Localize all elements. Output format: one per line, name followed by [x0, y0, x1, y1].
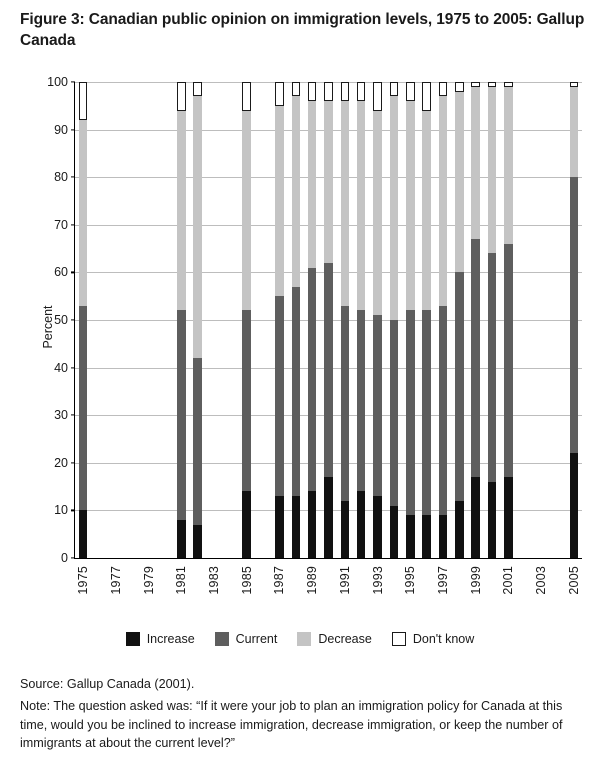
bar-segment-decrease — [390, 96, 399, 320]
bar-segment-dont-know — [308, 82, 317, 101]
bar-column — [292, 82, 301, 558]
x-tick-label: 1993 — [370, 566, 385, 595]
bar-segment-current — [504, 244, 513, 477]
y-tick-label: 100 — [47, 75, 68, 89]
bar-segment-current — [177, 310, 186, 519]
y-tick-mark — [71, 557, 75, 558]
figure-notes — [20, 675, 586, 752]
bar-segment-increase — [422, 515, 431, 558]
bar-segment-increase — [439, 515, 448, 558]
bar-segment-dont-know — [341, 82, 350, 101]
bar-column — [439, 82, 448, 558]
bar-segment-increase — [324, 477, 333, 558]
bar-segment-dont-know — [570, 82, 579, 87]
legend-item — [297, 632, 372, 646]
y-tick-mark — [71, 224, 75, 225]
bar-segment-increase — [455, 501, 464, 558]
bar-segment-dont-know — [471, 82, 480, 87]
bar-segment-current — [193, 358, 202, 525]
x-tick-label: 1987 — [272, 566, 287, 595]
bar-segment-decrease — [406, 101, 415, 310]
bar-segment-decrease — [357, 101, 366, 310]
x-tick-label: 1995 — [403, 566, 418, 595]
y-tick-mark — [71, 177, 75, 178]
bar-segment-increase — [193, 525, 202, 558]
x-tick-label: 2005 — [566, 566, 581, 595]
y-tick-mark — [71, 319, 75, 320]
bar-segment-increase — [79, 510, 88, 558]
bar-segment-current — [357, 310, 366, 491]
note-line: Note: The question asked was: “If it were your job to plan an immigration policy for Canada at this time, would you be inclined to increase immigration, decrease immigration, or keep the number of immigrants at about the current level?” — [20, 699, 563, 750]
bar-segment-dont-know — [373, 82, 382, 111]
y-tick-mark — [71, 510, 75, 511]
figure-title: Figure 3: Canadian public opinion on immigration levels, 1975 to 2005: Gallup Canada — [20, 11, 585, 49]
legend-item — [126, 632, 195, 646]
y-tick-label: 40 — [54, 360, 68, 375]
legend-label: Increase — [146, 632, 195, 646]
bar-segment-decrease — [422, 111, 431, 311]
y-tick-label: 80 — [54, 170, 68, 185]
bar-column — [308, 82, 317, 558]
bar-column — [373, 82, 382, 558]
bar-segment-decrease — [79, 120, 88, 306]
bar-segment-increase — [292, 496, 301, 558]
x-tick-label: 1991 — [337, 566, 352, 595]
bar-segment-current — [488, 253, 497, 481]
bar-segment-current — [471, 239, 480, 477]
bar-segment-dont-know — [79, 82, 88, 120]
y-axis-label: Percent — [41, 305, 55, 349]
bar-segment-increase — [373, 496, 382, 558]
x-tick-label: 1981 — [174, 566, 189, 595]
bar-segment-dont-know — [357, 82, 366, 101]
bar-segment-dont-know — [422, 82, 431, 111]
bar-segment-increase — [570, 453, 579, 558]
bar-segment-increase — [275, 496, 284, 558]
bar-segment-decrease — [275, 106, 284, 296]
bar-segment-decrease — [504, 87, 513, 244]
bar-segment-decrease — [373, 111, 382, 316]
source-line: Source: Gallup Canada (2001). — [20, 677, 195, 691]
legend-item — [215, 632, 278, 646]
bar-column — [324, 82, 333, 558]
bar-segment-decrease — [488, 87, 497, 254]
bar-segment-dont-know — [439, 82, 448, 96]
bar-segment-dont-know — [504, 82, 513, 87]
bar-segment-current — [455, 272, 464, 500]
bar-segment-dont-know — [242, 82, 251, 111]
bar-segment-decrease — [455, 92, 464, 273]
bar-segment-decrease — [341, 101, 350, 306]
y-tick-label: 30 — [54, 408, 68, 423]
x-tick-label: 1997 — [435, 566, 450, 595]
bar-column — [357, 82, 366, 558]
bar-segment-decrease — [193, 96, 202, 358]
bar-segment-decrease — [177, 111, 186, 311]
bar-segment-decrease — [439, 96, 448, 305]
bar-segment-increase — [308, 491, 317, 558]
bar-segment-current — [275, 296, 284, 496]
bar-segment-dont-know — [292, 82, 301, 96]
bar-segment-decrease — [570, 87, 579, 177]
bar-segment-increase — [488, 482, 497, 558]
bar-segment-current — [79, 306, 88, 511]
legend-swatch-icon — [392, 632, 406, 646]
y-tick-label: 10 — [54, 503, 68, 518]
bar-segment-dont-know — [324, 82, 333, 101]
bar-column — [422, 82, 431, 558]
bar-segment-dont-know — [488, 82, 497, 87]
y-tick-mark — [71, 129, 75, 130]
x-tick-label: 2001 — [501, 566, 516, 595]
bar-column — [193, 82, 202, 558]
x-tick-label: 1985 — [239, 566, 254, 595]
chart-area — [0, 70, 600, 595]
bar-segment-current — [570, 177, 579, 453]
x-tick-label: 1989 — [305, 566, 320, 595]
y-tick-mark — [71, 81, 75, 82]
bar-segment-dont-know — [193, 82, 202, 96]
bar-segment-current — [292, 287, 301, 496]
legend-item — [392, 632, 474, 646]
bar-column — [455, 82, 464, 558]
y-tick-label: 60 — [54, 265, 68, 280]
legend-label: Don't know — [412, 632, 475, 646]
x-tick-label: 1975 — [76, 566, 91, 595]
bar-segment-dont-know — [275, 82, 284, 106]
y-tick-label: 20 — [54, 455, 68, 470]
x-tick-label: 1979 — [141, 566, 156, 595]
y-tick-mark — [71, 462, 75, 463]
bar-segment-increase — [177, 520, 186, 558]
x-tick-label: 1977 — [108, 566, 123, 595]
bar-segment-decrease — [292, 96, 301, 286]
bar-segment-increase — [504, 477, 513, 558]
y-tick-label: 70 — [54, 217, 68, 232]
bar-segment-current — [406, 310, 415, 515]
bar-column — [504, 82, 513, 558]
bar-segment-current — [341, 306, 350, 501]
bar-segment-current — [308, 268, 317, 492]
chart-legend — [0, 632, 600, 646]
bar-segment-current — [422, 310, 431, 515]
bar-segment-increase — [390, 506, 399, 558]
bar-segment-dont-know — [390, 82, 399, 96]
y-tick-mark — [71, 367, 75, 368]
bar-column — [488, 82, 497, 558]
bar-column — [390, 82, 399, 558]
bar-segment-increase — [242, 491, 251, 558]
bar-segment-increase — [357, 491, 366, 558]
bar-segment-decrease — [324, 101, 333, 263]
bar-segment-increase — [406, 515, 415, 558]
bar-segment-increase — [471, 477, 480, 558]
bar-segment-decrease — [471, 87, 480, 239]
y-tick-label: 50 — [54, 313, 68, 327]
bar-column — [242, 82, 251, 558]
legend-label: Decrease — [318, 632, 372, 646]
bar-column — [341, 82, 350, 558]
bar-segment-dont-know — [406, 82, 415, 101]
bar-segment-decrease — [308, 101, 317, 268]
bar-column — [471, 82, 480, 558]
legend-label: Current — [235, 632, 278, 646]
y-tick-mark — [71, 415, 75, 416]
bar-segment-current — [242, 310, 251, 491]
bar-column — [79, 82, 88, 558]
legend-swatch-icon — [215, 632, 229, 646]
bar-column — [275, 82, 284, 558]
y-tick-mark — [71, 272, 75, 273]
bar-segment-increase — [341, 501, 350, 558]
bar-segment-current — [373, 315, 382, 496]
bar-segment-current — [439, 306, 448, 515]
bar-segment-dont-know — [177, 82, 186, 111]
x-tick-label: 2003 — [534, 566, 549, 595]
y-tick-label: 0 — [61, 551, 68, 565]
legend-swatch-icon — [126, 632, 140, 646]
bar-column — [570, 82, 579, 558]
bar-segment-current — [324, 263, 333, 477]
bar-column — [177, 82, 186, 558]
bar-column — [406, 82, 415, 558]
x-tick-label: 1999 — [468, 566, 483, 595]
bar-segment-current — [390, 320, 399, 506]
bar-segment-decrease — [242, 111, 251, 311]
bar-segment-dont-know — [455, 82, 464, 92]
legend-swatch-icon — [297, 632, 311, 646]
y-tick-label: 90 — [54, 122, 68, 137]
x-tick-label: 1983 — [207, 566, 222, 595]
y-gridline — [75, 558, 582, 559]
